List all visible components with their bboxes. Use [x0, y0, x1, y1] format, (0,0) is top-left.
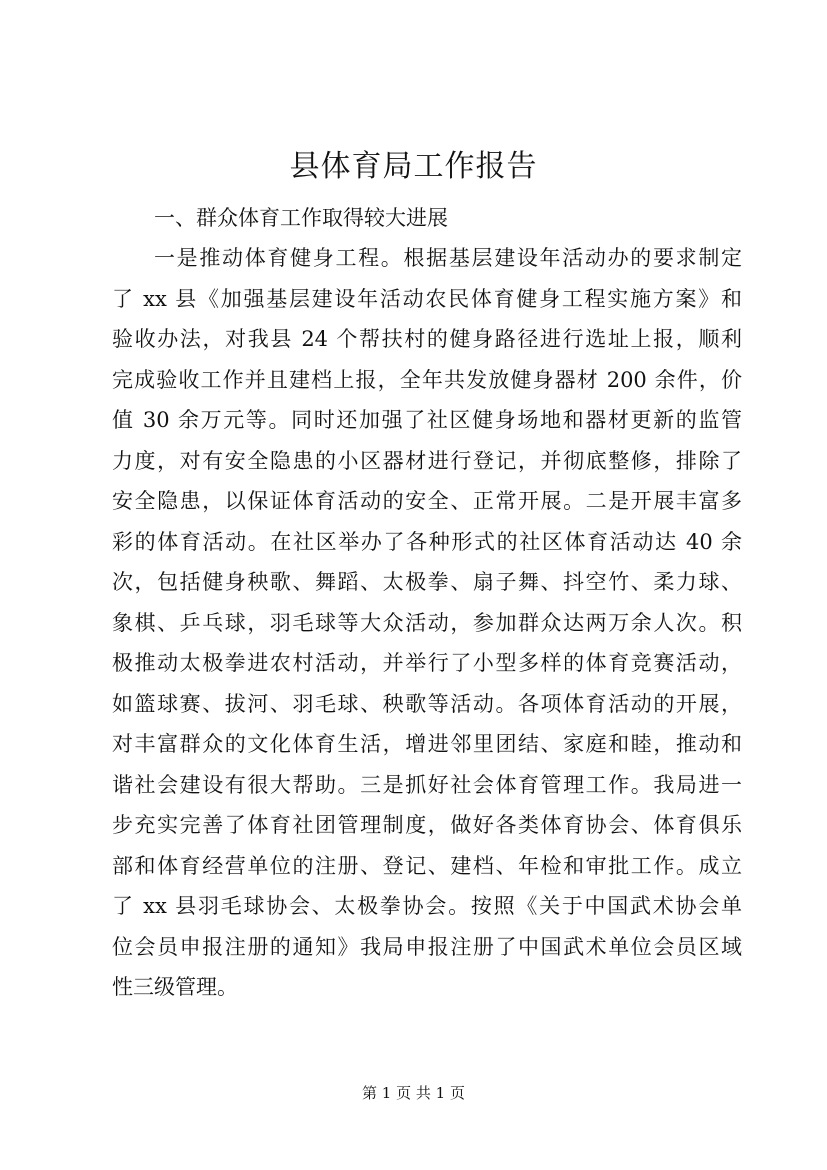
body-line: 如篮球赛、拔河、羽毛球、秧歌等活动。各项体育活动的开展， — [112, 691, 742, 716]
body-line: 值 30 余万元等。同时还加强了社区健身场地和器材更新的监管 — [112, 408, 742, 432]
body-line: 次，包括健身秧歌、舞蹈、太极拳、扇子舞、抖空竹、柔力球、 — [112, 570, 742, 594]
body-line: 一是推动体育健身工程。根据基层建设年活动办的要求制定 — [154, 246, 742, 270]
body-line: 位会员申报注册的通知》我局申报注册了中国武术单位会员区域 — [112, 934, 742, 959]
body-line: 安全隐患，以保证体育活动的安全、正常开展。二是开展丰富多 — [112, 489, 742, 513]
body-line: 谐社会建设有很大帮助。三是抓好社会体育管理工作。我局进一 — [112, 772, 742, 797]
body-line: 验收办法，对我县 24 个帮扶村的健身路径进行选址上报，顺利 — [112, 327, 742, 351]
body-line: 完成验收工作并且建档上报，全年共发放健身器材 200 余件，价 — [112, 367, 742, 392]
body-line: 了 xx 县《加强基层建设年活动农民体育健身工程实施方案》和 — [112, 286, 742, 311]
document-title: 县体育局工作报告 — [289, 149, 538, 184]
body-line: 力度，对有安全隐患的小区器材进行登记，并彻底整修，排除了 — [112, 448, 742, 473]
body-line: 了 xx 县羽毛球协会、太极拳协会。按照《关于中国武术协会单 — [112, 894, 742, 918]
body-line: 象棋、乒乓球，羽毛球等大众活动，参加群众达两万余人次。积 — [112, 610, 742, 635]
body-line: 步充实完善了体育社团管理制度，做好各类体育协会、体育俱乐 — [112, 813, 742, 837]
body-line: 彩的体育活动。在社区举办了各种形式的社区体育活动达 40 余 — [112, 529, 742, 554]
body-paragraph — [112, 238, 742, 1008]
page-footer: 第 1 页 共 1 页 — [362, 1084, 465, 1102]
body-line: 对丰富群众的文化体育生活，增进邻里团结、家庭和睦，推动和 — [112, 732, 742, 756]
body-line: 极推动太极拳进农村活动，并举行了小型多样的体育竞赛活动， — [112, 651, 742, 675]
body-line: 性三级管理。 — [112, 975, 238, 999]
section-heading: 一、群众体育工作取得较大进展 — [154, 206, 448, 230]
body-line: 部和体育经营单位的注册、登记、建档、年检和审批工作。成立 — [112, 853, 742, 878]
